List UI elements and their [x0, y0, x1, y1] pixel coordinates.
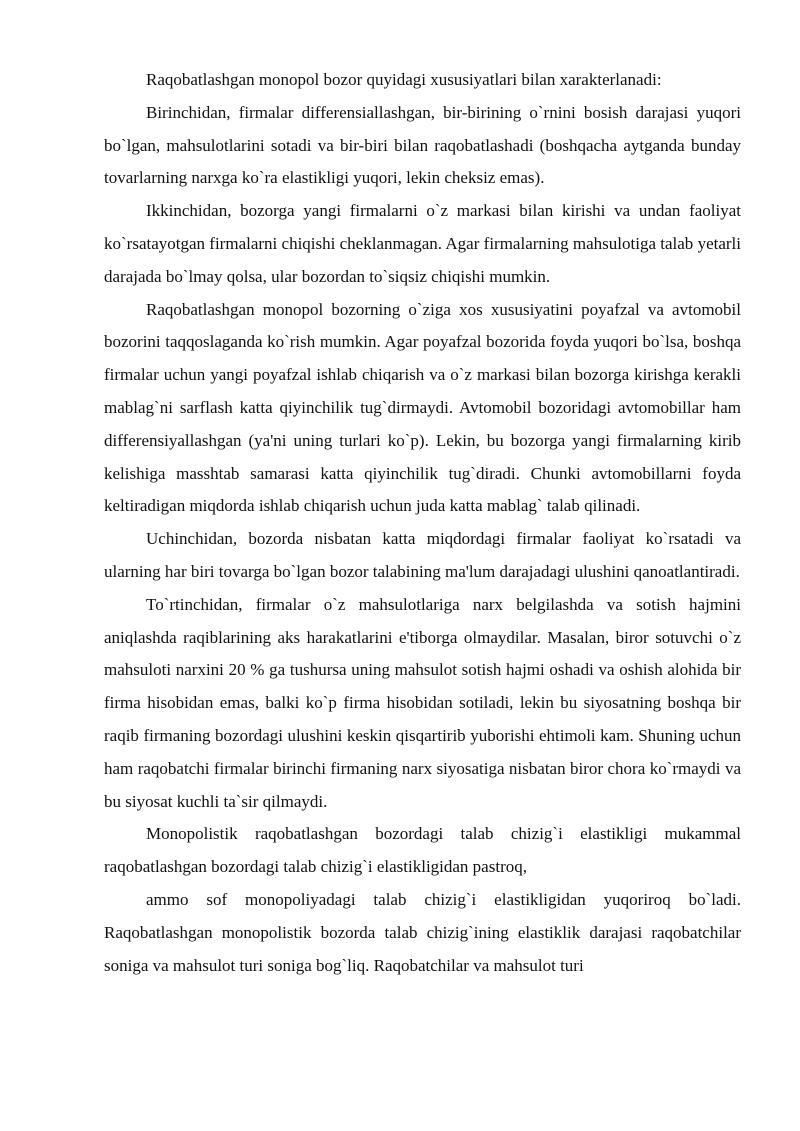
paragraph: To`rtinchidan, firmalar o`z mahsulotlariga narx belgilashda va sotish hajmini aniqlashda raqiblarining aks harakatlarini e'tiborga olmaydilar. Masalan, biror sotuvchi o`z mahsuloti narxini 20 % ga tushursa uning mahsulot sotish hajmi oshadi va oshish alohida bir firma hisobidan emas, balki ko`p firma hisobidan sotiladi, lekin bu siyosatning boshqa bir raqib firmaning bozordagi ulushini keskin qisqartirib yuborishi ehtimoli kam. Shuning uchun ham raqobatchi firmalar birinchi firmaning narx siyosatiga nisbatan biror chora ko`rmaydi va bu siyosat kuchli ta`sir qilmaydi. — [104, 594, 741, 811]
paragraph: Ikkinchidan, bozorga yangi firmalarni o`z markasi bilan kirishi va undan faoliyat ko`rsatayotgan firmalarni chiqishi cheklanmagan. Agar firmalarning mahsulotiga talab yetarli darajada bo`lmay qolsa, ular bozordan to`siqsiz chiqishi mumkin. — [104, 201, 741, 286]
body-text — [104, 64, 741, 982]
paragraph: Raqobatlashgan monopol bozor quyidagi xususiyatlari bilan xarakterlanadi: — [146, 70, 662, 89]
paragraph: ammo sof monopoliyadagi talab chizig`i elastikligidan yuqoriroq bo`ladi. Raqobatlashgan monopolistik bozorda talab chizig`ining elastiklik darajasi raqobatchilar soniga va mahsulot turi soniga bog`liq. Raqobatchilar va mahsulot turi — [104, 889, 741, 975]
paragraph: Raqobatlashgan monopol bozorning o`ziga xos xususiyatini poyafzal va avtomobil bozorini taqqoslaganda ko`rish mumkin. Agar poyafzal bozorida foyda yuqori bo`lsa, boshqa firmalar uchun yangi poyafzal ishlab chiqarish va o`z markasi bilan bozorga kirishga kerakli mablag`ni sarflash katta qiyinchilik tug`dirmaydi. Avtomobil bozoridagi avtomobillar ham differensiyallashgan (ya'ni uning turlari ko`p). Lekin, bu bozorga yangi firmalarning kirib kelishiga masshtab samarasi katta qiyinchilik tug`diradi. Chunki avtomobillarni foyda keltiradigan miqdorda ishlab chiqarish uchun juda katta mablag` talab qilinadi. — [104, 299, 741, 516]
paragraph: Birinchidan, firmalar differensiallashgan, bir-birining o`rnini bosish darajasi yuqori bo`lgan, mahsulotlarini sotadi va bir-biri bilan raqobatlashadi (boshqacha aytganda bunday tovarlarning narxga ko`ra elastikligi yuqori, lekin cheksiz emas). — [104, 102, 741, 188]
paragraph: Monopolistik raqobatlashgan bozordagi talab chizig`i elastikligi mukammal raqobatlashgan bozordagi talab chizig`i elastikligidan pastroq, — [104, 824, 741, 877]
paragraph: Uchinchidan, bozorda nisbatan katta miqdordagi firmalar faoliyat ko`rsatadi va ularning har biri tovarga bo`lgan bozor talabining ma'lum darajadagi ulushini qanoatlantiradi. — [104, 529, 741, 581]
